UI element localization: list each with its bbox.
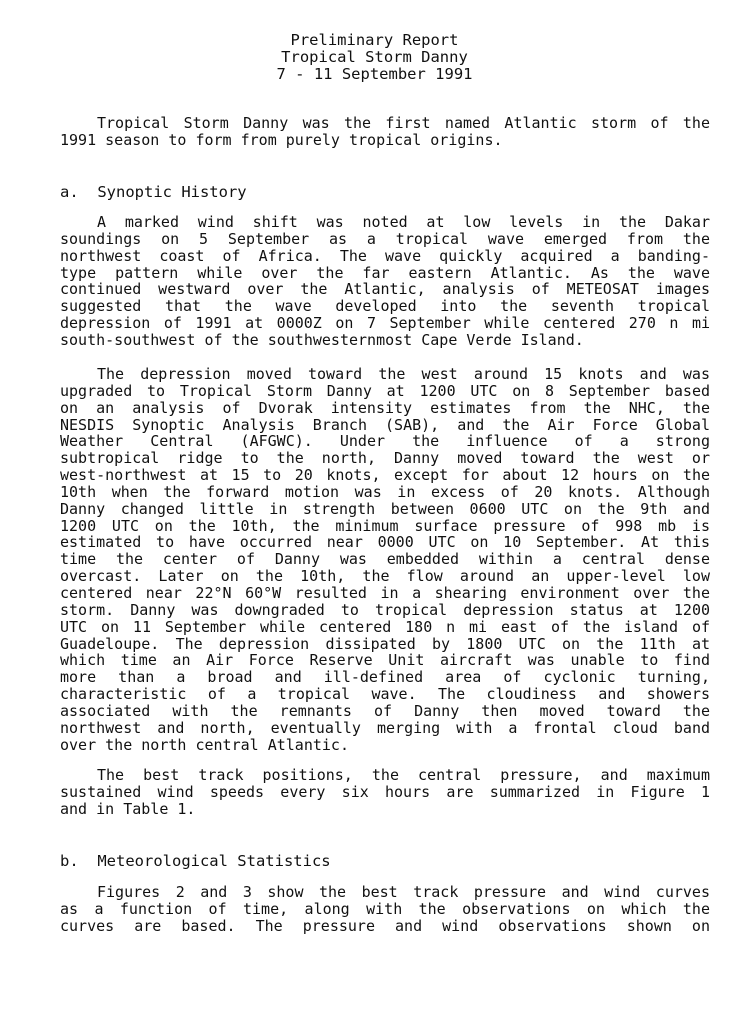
date-range: 7 - 11 September 1991: [276, 65, 473, 83]
text-line: continued westward over the Atlantic, analysis of METEOSAT images: [60, 280, 710, 299]
text-line: Guadeloupe. The depression dissipated by 1800 UTC on the 11th at: [60, 634, 710, 653]
text-line: suggested that the wave developed into the seventh tropical: [60, 297, 710, 316]
text-line: and in Table 1.: [60, 799, 196, 818]
text-line: 1200 UTC on the 10th, the minimum surface pressure of 998 mb is: [60, 516, 710, 535]
text-line: northwest coast of Africa. The wave quickly acquired a banding-: [60, 246, 710, 265]
synoptic-paragraph-3: [60, 767, 710, 818]
text-line: NESDIS Synoptic Analysis Branch (SAB), and the Air Force Global: [60, 415, 710, 434]
section-a-heading: a. Synoptic History: [60, 183, 247, 201]
text-line: Weather Central (AFGWC). Under the influence of a strong: [60, 432, 710, 451]
text-line: subtropical ridge to the north, Danny moved toward the west or: [60, 449, 710, 468]
intro-paragraph: [60, 115, 710, 149]
text-line: overcast. Later on the 10th, the flow around an upper-level low: [60, 567, 710, 586]
text-line: over the north central Atlantic.: [60, 735, 349, 754]
text-line: northwest and north, eventually merging with a frontal cloud band: [60, 718, 710, 737]
text-line: UTC on 11 September while centered 180 n mi east of the island of: [60, 617, 710, 636]
text-line: more than a broad and ill-defined area of cyclonic turning,: [60, 668, 710, 687]
text-line: on an analysis of Dvorak intensity estimates from the NHC, the: [60, 398, 710, 417]
text-line: west-northwest at 15 to 20 knots, except for about 12 hours on the: [60, 466, 710, 485]
text-line: as a function of time, along with the observations on which the: [60, 899, 710, 918]
synoptic-paragraph-1: [60, 214, 710, 349]
text-line: storm. Danny was downgraded to tropical depression status at 1200: [60, 600, 710, 619]
text-line: soundings on 5 September as a tropical wave emerged from the: [60, 229, 710, 248]
text-line: The depression moved toward the west around 15 knots and was: [97, 365, 710, 383]
text-line: type pattern while over the far eastern Atlantic. As the wave: [60, 263, 710, 282]
text-line: sustained wind speeds every six hours are summarized in Figure 1: [60, 782, 710, 801]
text-line: 1991 season to form from purely tropical origins.: [60, 130, 503, 149]
synoptic-paragraph-2: [60, 366, 710, 753]
text-line: depression of 1991 at 0000Z on 7 September while centered 270 n mi: [60, 314, 710, 333]
text-line: south-southwest of the southwesternmost Cape Verde Island.: [60, 330, 584, 349]
statistics-paragraph-1: [60, 884, 710, 935]
text-line: Figures 2 and 3 show the best track pressure and wind curves: [97, 883, 710, 901]
text-line: time the center of Danny was embedded within a central dense: [60, 550, 710, 569]
section-b-heading: b. Meteorological Statistics: [60, 852, 331, 870]
text-line: associated with the remnants of Danny then moved toward the: [60, 701, 710, 720]
text-line: centered near 22°N 60°W resulted in a shearing environment over the: [60, 583, 710, 602]
storm-name: Tropical Storm Danny: [281, 48, 468, 66]
text-line: characteristic of a tropical wave. The cloudiness and showers: [60, 685, 710, 704]
text-line: The best track positions, the central pressure, and maximum: [97, 766, 710, 784]
report-type: Preliminary Report: [290, 31, 459, 49]
text-line: which time an Air Force Reserve Unit aircraft was unable to find: [60, 651, 710, 670]
text-line: curves are based. The pressure and wind observations shown on: [60, 916, 710, 935]
text-line: Danny changed little in strength between 0600 UTC on the 9th and: [60, 499, 710, 518]
text-line: Tropical Storm Danny was the first named Atlantic storm of the: [97, 114, 710, 132]
text-line: A marked wind shift was noted at low levels in the Dakar: [97, 213, 710, 231]
text-line: estimated to have occurred near 0000 UTC on 10 September. At this: [60, 533, 710, 552]
text-line: upgraded to Tropical Storm Danny at 1200 UTC on 8 September based: [60, 381, 710, 400]
text-line: 10th when the forward motion was in excess of 20 knots. Although: [60, 482, 710, 501]
